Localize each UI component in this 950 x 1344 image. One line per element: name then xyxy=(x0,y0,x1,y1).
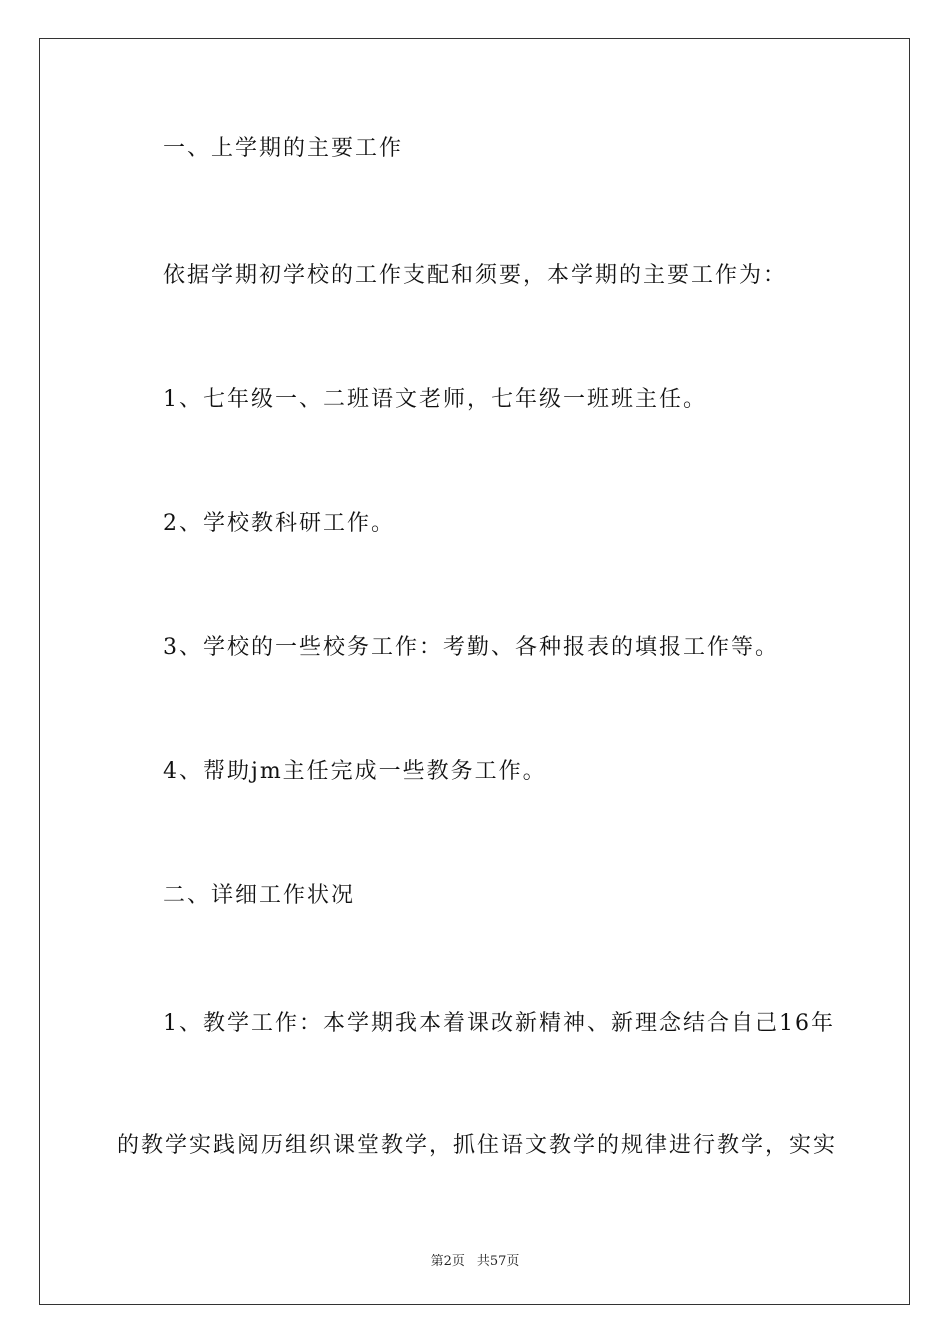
heading-previous-term-work: 一、上学期的主要工作 xyxy=(163,136,404,161)
heading-detailed-work: 二、详细工作状况 xyxy=(163,883,356,908)
page-total: 共57页 xyxy=(476,1254,520,1269)
list-item-3: 3、学校的一些校务工作：考勤、各种报表的填报工作等。 xyxy=(163,635,779,660)
page-footer xyxy=(0,1250,950,1269)
paragraph-teaching-line-2: 的教学实践阅历组织课堂教学，抓住语文教学的规律进行教学，实实 xyxy=(117,1133,838,1158)
intro-paragraph: 依据学期初学校的工作支配和须要，本学期的主要工作为： xyxy=(163,263,788,288)
paragraph-teaching-line-1: 1、教学工作：本学期我本着课改新精神、新理念结合自己16年 xyxy=(163,1011,835,1036)
page-border xyxy=(39,38,910,1305)
list-item-1: 1、七年级一、二班语文老师，七年级一班班主任。 xyxy=(163,387,707,412)
page-number: 第2页 xyxy=(430,1254,465,1269)
list-item-2: 2、学校教科研工作。 xyxy=(163,511,395,536)
list-item-4: 4、帮助jm主任完成一些教务工作。 xyxy=(163,759,547,784)
